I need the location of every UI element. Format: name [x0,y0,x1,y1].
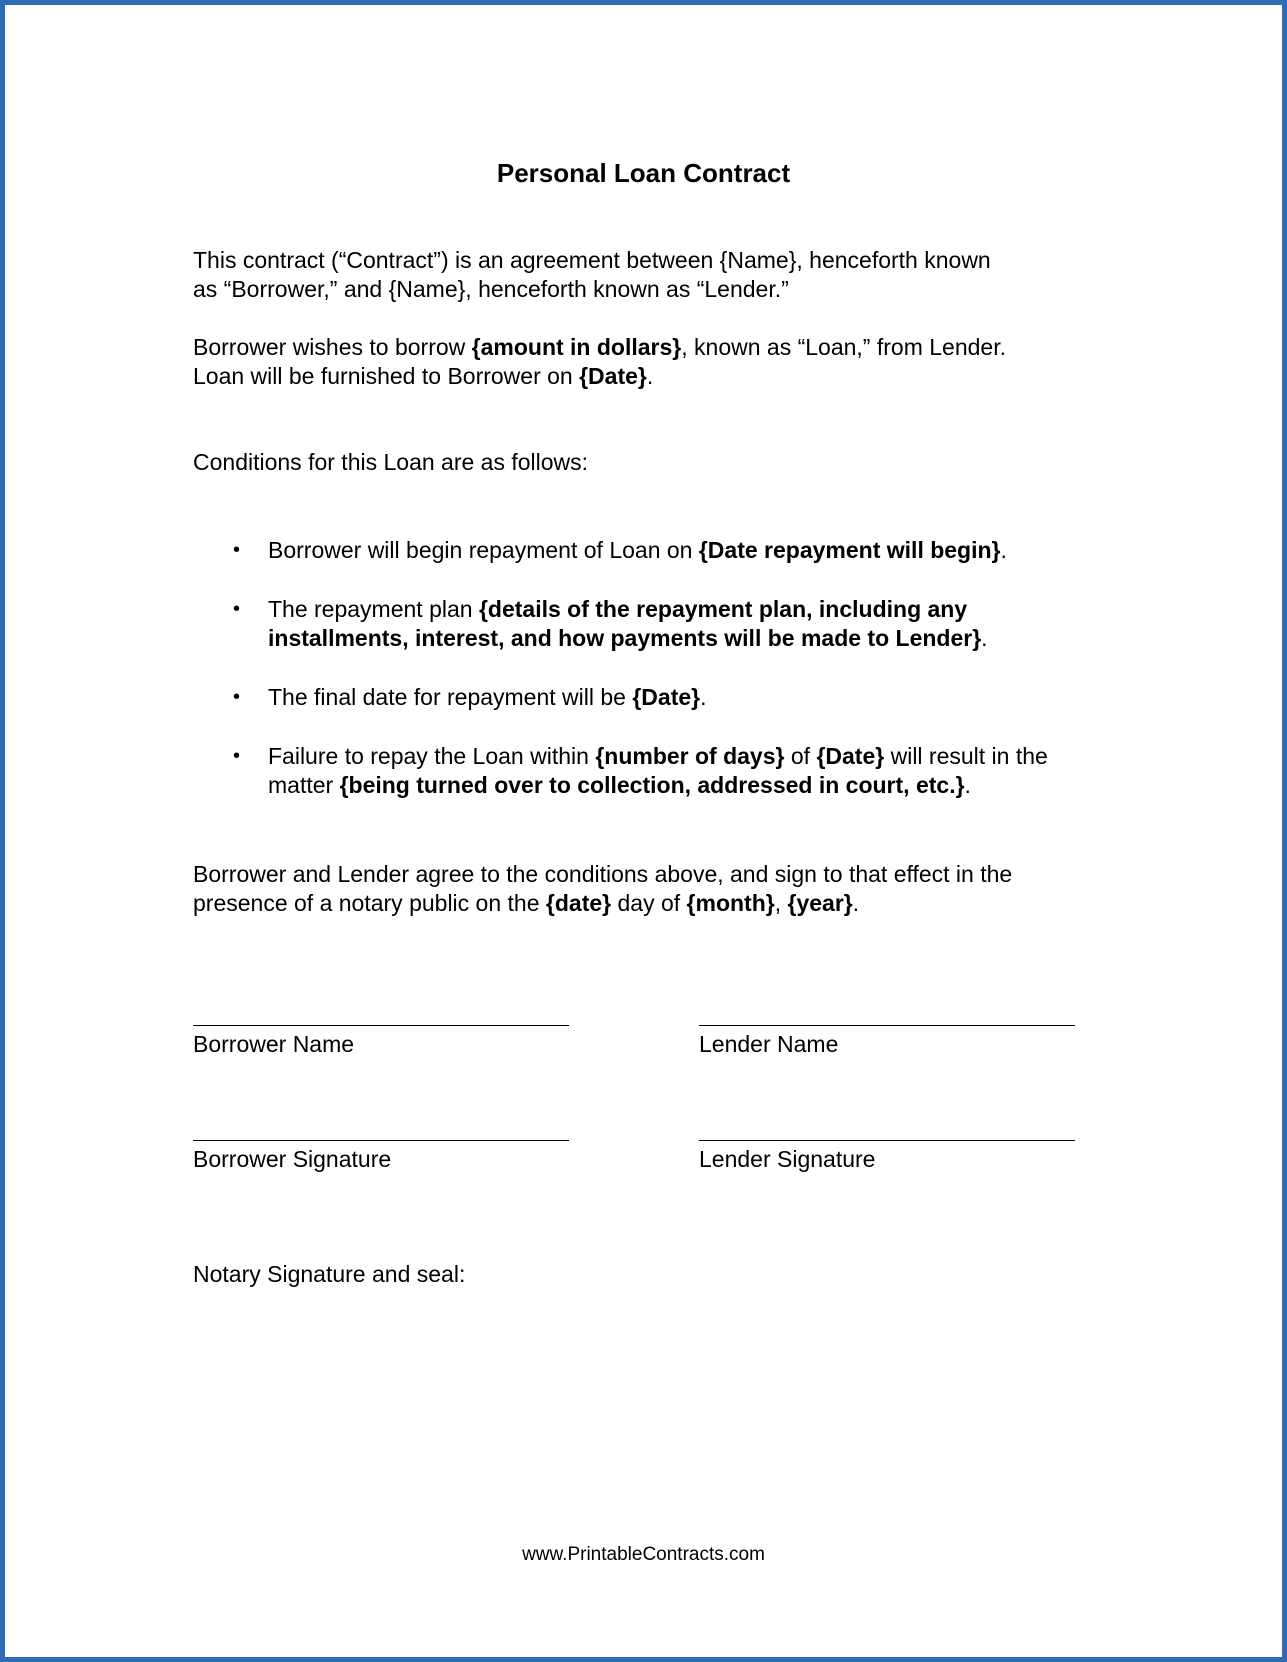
condition-text: . [981,625,988,651]
footer-url: www.PrintableContracts.com [522,1544,765,1565]
bullet-icon: • [233,539,241,561]
lender-signature-label: Lender Signature [699,1146,876,1172]
loan-text: Loan will be furnished to Borrower on [193,363,580,389]
loan-text: . [646,363,654,389]
condition-text: . [1000,537,1007,563]
loan-amount-placeholder: {amount in dollars} [471,334,682,360]
agreement-text: . [852,890,860,916]
intro-line-2: as “Borrower,” and {Name}, henceforth known as “Lender.” [193,276,789,302]
bullet-icon: • [233,686,241,708]
failure-date-placeholder: {Date} [816,743,885,769]
condition-text: The final date for repayment will be [268,684,633,710]
intro-line-1: This contract (“Contract”) is an agreement between {Name}, henceforth known [193,247,991,273]
loan-date-placeholder: {Date} [579,363,647,389]
agreement-line-1: Borrower and Lender agree to the conditions above, and sign to that effect in the [193,861,1013,887]
condition-text: . [700,684,707,710]
list-item [193,595,1093,653]
bullet-icon: • [233,598,241,620]
borrower-name-block [193,1025,573,1059]
agreement-month-placeholder: {month} [686,890,775,916]
loan-text: , known as “Loan,” from Lender. [681,334,1006,360]
repayment-start-placeholder: {Date repayment will begin} [698,537,1001,563]
list-item [193,742,1093,800]
condition-text: The repayment plan [268,596,479,622]
condition-text: will result in the matter [268,743,1048,798]
borrower-name-label: Borrower Name [193,1031,355,1057]
lender-name-block [699,1025,1079,1059]
condition-text: . [964,772,971,798]
agreement-year-placeholder: {year} [787,890,853,916]
conditions-heading: Conditions for this Loan are as follows: [193,449,589,475]
consequence-placeholder: {being turned over to collection, addressed in court, etc.} [339,772,965,798]
agreement-date-placeholder: {date} [545,890,612,916]
document-title: Personal Loan Contract [496,158,791,188]
conditions-list [193,536,1093,830]
list-item [193,536,1093,565]
loan-text: Borrower wishes to borrow [193,334,472,360]
borrower-signature-label: Borrower Signature [193,1146,392,1172]
borrower-signature-block [193,1140,573,1174]
intro-paragraph [193,246,1093,304]
signature-line [699,1140,1075,1141]
final-date-placeholder: {Date} [632,684,701,710]
bullet-icon: • [233,745,241,767]
list-item [193,683,1093,712]
agreement-text: day of [611,890,687,916]
condition-text: Borrower will begin repayment of Loan on [268,537,699,563]
condition-text: of [784,743,817,769]
agreement-text: presence of a notary public on the [193,890,546,916]
repayment-plan-placeholder: {details of the repayment plan, including any installments, interest, and how payments will be made to Lender} [268,596,982,651]
condition-text: Failure to repay the Loan within [268,743,596,769]
signature-line [193,1025,569,1026]
loan-paragraph [193,333,1093,391]
agreement-text: , [774,890,788,916]
agreement-paragraph [193,860,1093,918]
notary-label: Notary Signature and seal: [193,1261,466,1287]
number-of-days-placeholder: {number of days} [595,743,785,769]
signature-line [699,1025,1075,1026]
signature-line [193,1140,569,1141]
lender-signature-block [699,1140,1079,1174]
lender-name-label: Lender Name [699,1031,839,1057]
